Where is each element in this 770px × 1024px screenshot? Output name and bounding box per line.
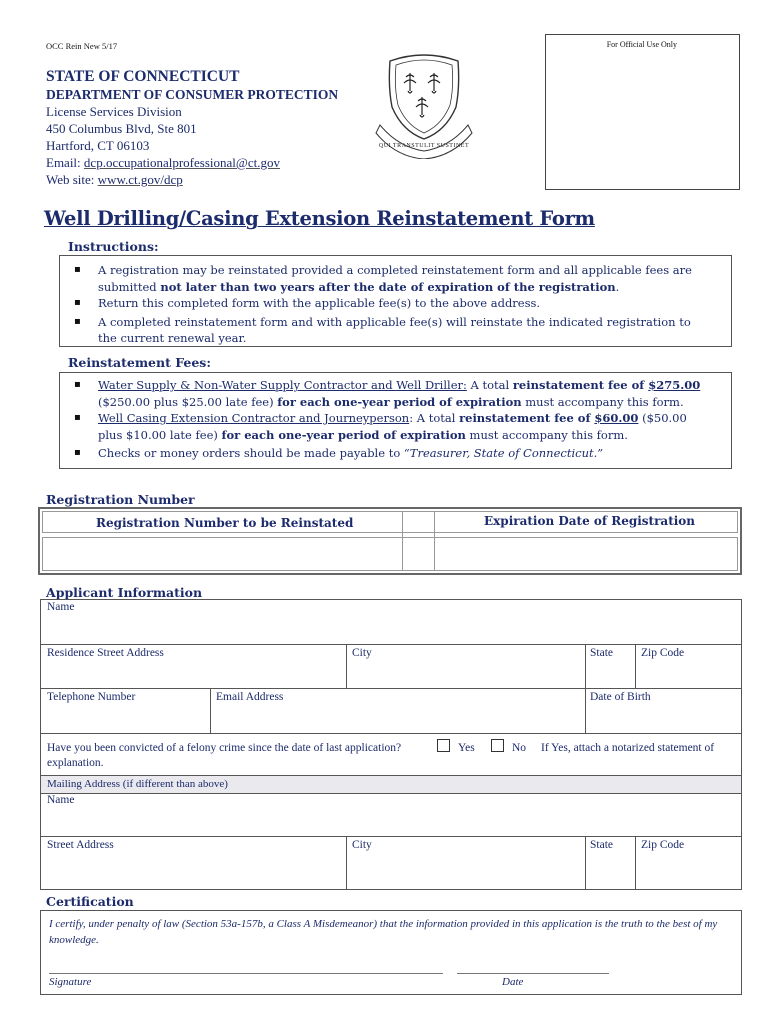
zip-input[interactable]	[638, 662, 739, 686]
signature-label: Signature	[49, 976, 92, 988]
form-title: Well Drilling/Casing Extension Reinstatement Form	[44, 207, 595, 230]
mailing-address-heading: Mailing Address (if different than above)	[47, 778, 228, 790]
address-line-1: 450 Columbus Blvd, Ste 801	[46, 121, 197, 136]
no-checkbox[interactable]	[491, 739, 504, 752]
official-use-label: For Official Use Only	[606, 40, 677, 49]
date-label: Date	[502, 976, 524, 988]
state-seal-icon	[368, 47, 480, 159]
name-label: Name	[47, 601, 75, 613]
expiration-date-column: Expiration Date of Registration	[484, 514, 696, 528]
fees-box	[59, 372, 732, 469]
certification-statement: I certify, under penalty of law (Section 53a-157b, a Class A Misdemeanor) that the information provided in this application is the truth to the best of my knowledge.	[49, 918, 718, 946]
if-yes-note-continued: explanation.	[47, 757, 104, 769]
telephone-label: Telephone Number	[47, 691, 136, 703]
mailing-name-label: Name	[47, 794, 75, 806]
mailing-state-input[interactable]	[588, 855, 633, 888]
yes-checkbox[interactable]	[437, 739, 450, 752]
registration-table	[38, 507, 742, 575]
mailing-zip-input[interactable]	[638, 855, 739, 888]
zip-label: Zip Code	[641, 647, 685, 659]
mailing-city-input[interactable]	[349, 855, 583, 888]
mailing-zip-label: Zip Code	[641, 839, 685, 851]
telephone-input[interactable]	[43, 706, 207, 731]
instructions-heading: Instructions:	[68, 239, 159, 254]
email-input[interactable]	[213, 706, 583, 731]
registration-number-field[interactable]	[44, 539, 400, 569]
mailing-street-label: Street Address	[47, 839, 114, 851]
mailing-name-input[interactable]	[43, 809, 739, 834]
fees-heading: Reinstatement Fees:	[68, 355, 211, 370]
website-line: Web site: www.ct.gov/dcp	[46, 172, 183, 187]
mailing-state-label: State	[590, 839, 613, 851]
date-line[interactable]	[457, 959, 609, 973]
mailing-street-input[interactable]	[43, 855, 343, 888]
email-line: Email: dcp.occupationalprofessional@ct.gov	[46, 155, 281, 170]
certification-box	[40, 910, 742, 995]
state-input[interactable]	[588, 662, 633, 686]
yes-label: Yes	[458, 742, 475, 754]
instruction-item-3: ▪ A completed reinstatement form and with applicable fee(s) will reinstate the indicated registration to the current renewal year.	[60, 314, 711, 347]
residence-street-label: Residence Street Address	[47, 647, 164, 659]
dob-input[interactable]	[588, 706, 739, 731]
state-label: State	[590, 647, 613, 659]
signature-line[interactable]	[49, 959, 443, 973]
certification-heading: Certification	[46, 894, 134, 909]
seal-motto: QUI TRANSTULIT SUSTINET	[378, 143, 470, 149]
instruction-item-2: ▪ Return this completed form with the applicable fee(s) to the above address.	[60, 295, 711, 312]
official-use-box	[545, 34, 740, 190]
state-name: STATE OF CONNECTICUT	[46, 68, 240, 85]
expiration-date-field[interactable]	[438, 539, 734, 569]
instruction-item-1: ▪ A registration may be reinstated provided a completed reinstatement form and all applicable fees are submitted not later than two years after the date of expiration of the registration.	[60, 262, 711, 295]
website-link[interactable]: www.ct.gov/dcp	[97, 172, 183, 187]
applicant-heading: Applicant Information	[46, 585, 203, 600]
fee-item-2: ▪ Well Casing Extension Contractor and Journeyperson: A total reinstatement fee of $60.00 ($50.00 plus $10.00 late fee) for each one-year period of expiration must accompany this form.	[60, 410, 713, 443]
city-label: City	[352, 647, 372, 659]
address-line-2: Hartford, CT 06103	[46, 138, 150, 153]
instructions-box	[59, 255, 732, 347]
email-label: Email Address	[216, 691, 284, 703]
agency-header	[46, 67, 338, 188]
department-name: DEPARTMENT OF CONSUMER PROTECTION	[46, 87, 339, 102]
city-input[interactable]	[349, 662, 583, 686]
no-label: No	[512, 742, 527, 754]
fee-item-1: ▪ Water Supply & Non-Water Supply Contractor and Well Driller: A total reinstatement fee of $275.00 ($250.00 plus $25.00 late fee) for each one-year period of expiration must accompany this form.	[60, 377, 713, 410]
registration-heading: Registration Number	[46, 492, 195, 507]
residence-street-input[interactable]	[43, 662, 343, 686]
felony-question: Have you been convicted of a felony crime since the date of last application?	[47, 742, 402, 754]
dob-label: Date of Birth	[590, 691, 651, 703]
email-link[interactable]: dcp.occupationalprofessional@ct.gov	[83, 155, 281, 170]
division-name: License Services Division	[46, 104, 182, 119]
if-yes-note: If Yes, attach a notarized statement of	[541, 742, 715, 754]
fee-item-3: ▪ Checks or money orders should be made payable to “Treasurer, State of Connecticut.”	[60, 445, 713, 462]
name-input[interactable]	[43, 616, 739, 642]
mailing-city-label: City	[352, 839, 372, 851]
form-code: OCC Rein New 5/17	[46, 41, 118, 51]
registration-number-column: Registration Number to be Reinstated	[96, 516, 354, 530]
applicant-table	[40, 599, 742, 890]
